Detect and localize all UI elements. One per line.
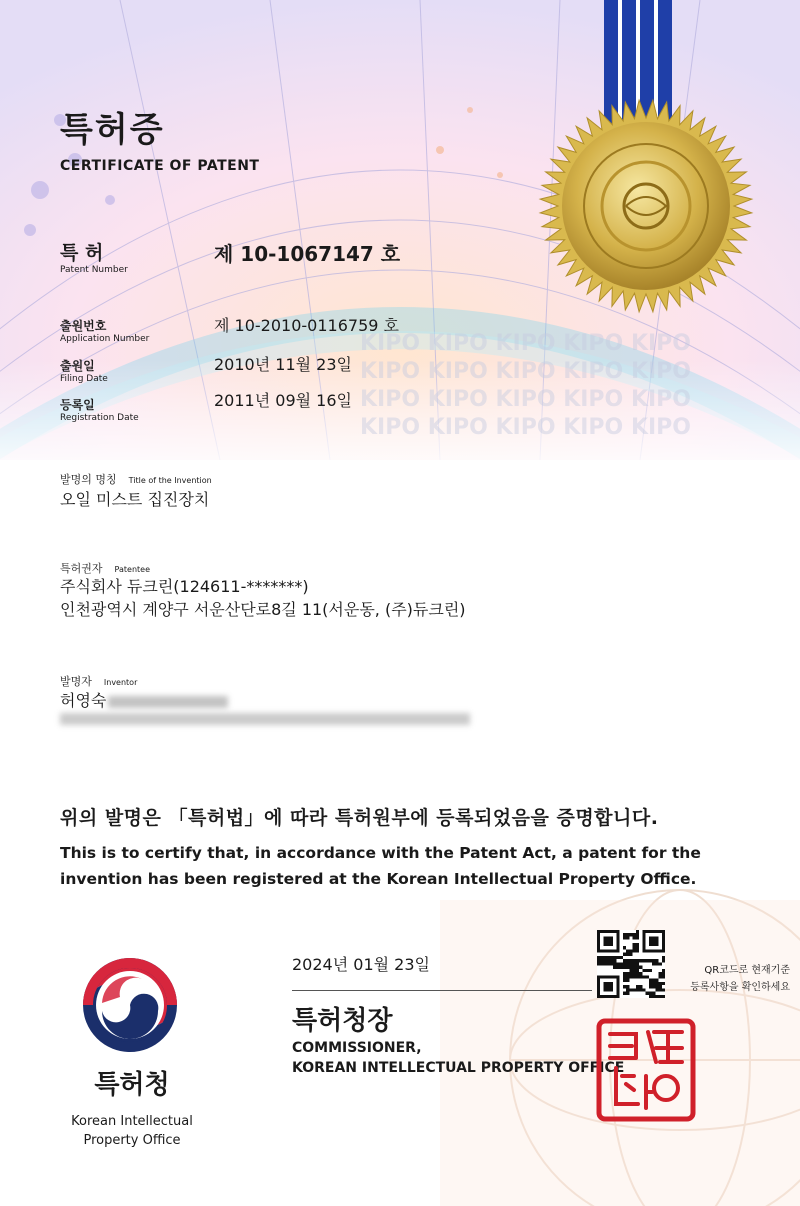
certificate-subtitle: CERTIFICATE OF PATENT [60,158,260,174]
certificate-title: 특허증 [60,110,165,150]
kipo-logo-name-en: Korean Intellectual Property Office [71,1114,193,1148]
signature-line [292,990,592,991]
commissioner-title-en: COMMISSIONER, KOREAN INTELLECTUAL PROPERTY OFFICE [292,1040,625,1076]
inventor-name: 허영숙 [60,688,228,711]
patentee-address: 인천광역시 계양구 서운산단로8길 11(서운동, (주)듀크린) [60,600,466,619]
patentee-label: 특허권자 Patentee [60,562,150,575]
patent-number-value: 제 10-1067147 호 [214,242,401,266]
issue-date: 2024년 01월 23일 [292,955,430,974]
kipo-logo-name-ko: 특허청 [94,1070,170,1100]
commissioner-title-ko: 특허청장 [292,1006,393,1036]
application-number-value: 제 10-2010-0116759 호 [214,316,399,335]
registration-date-label: 등록일 Registration Date [60,398,139,423]
certification-statement-ko: 위의 발명은 「특허법」에 따라 특허원부에 등록되었음을 증명합니다. [60,807,659,829]
official-stamp [596,1018,696,1122]
filing-date-value: 2010년 11월 23일 [214,355,352,374]
filing-date-label: 출원일 Filing Date [60,359,108,384]
application-number-label: 출원번호 Application Number [60,319,150,344]
inventor-id-redacted [108,696,228,708]
patentee-name: 주식회사 듀크린(124611-*******) [60,577,309,596]
kipo-watermark: KIPO KIPO KIPO KIPO KIPO KIPO KIPO KIPO KIPO KIPO KIPO KIPO KIPO KIPO KIPO KIPO KIPO KIPO KIPO KIPO [360,331,691,440]
qr-code[interactable] [597,930,665,998]
inventor-label: 발명자 Inventor [60,675,138,688]
registration-date-value: 2011년 09월 16일 [214,391,352,410]
gold-seal-icon [538,98,754,314]
invention-title-value: 오일 미스트 집진장치 [60,490,210,509]
certification-statement-en: This is to certify that, in accordance with the Patent Act, a patent for the invention has been registered at the Korean Intellectual Property Office. [60,844,701,888]
invention-title-label: 발명의 명칭 Title of the Invention [60,473,212,486]
inventor-address-redacted [60,713,470,725]
patent-number-label: 특 허 Patent Number [60,242,128,275]
kipo-logo-icon [82,957,178,1053]
qr-caption: QR코드로 현재기준 등록사항을 확인하세요 [690,965,790,993]
